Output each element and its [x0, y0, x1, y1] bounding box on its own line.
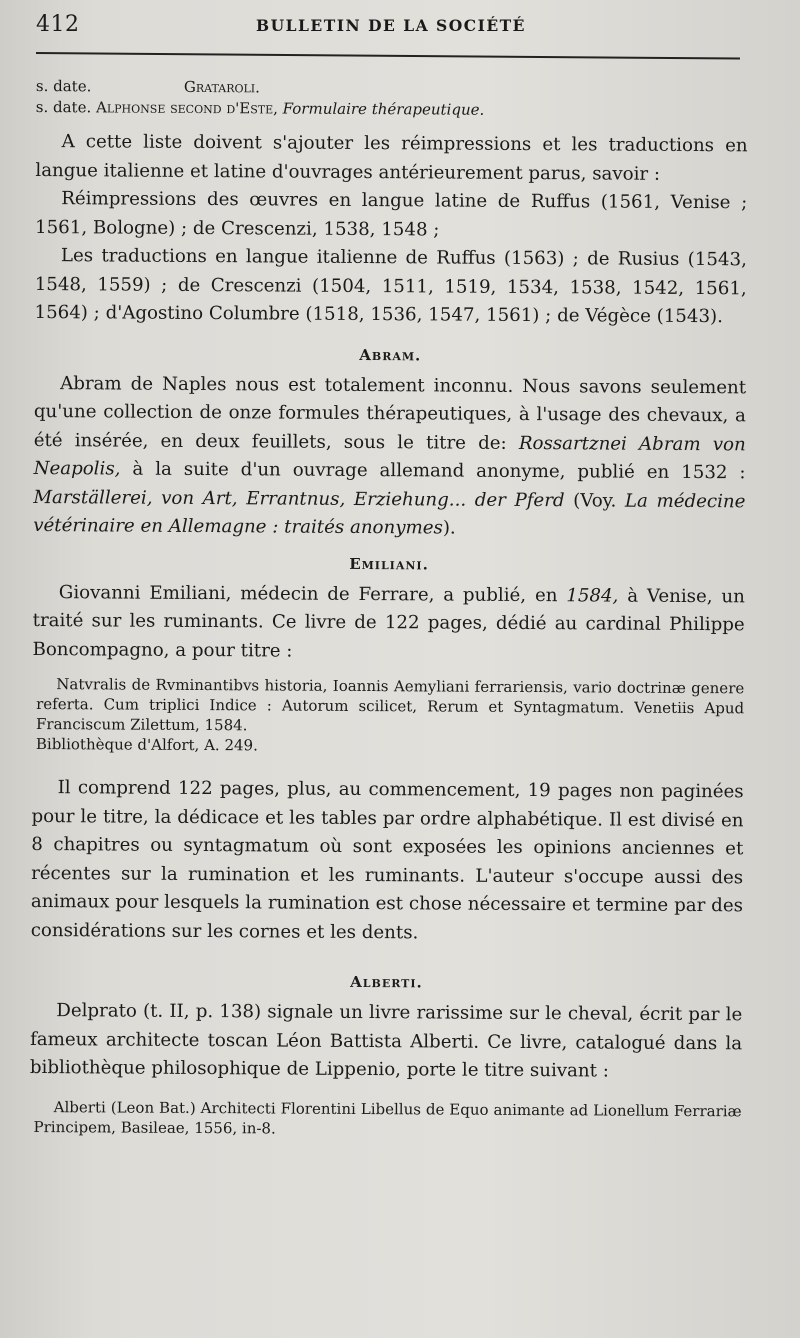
entry-author: Grataroli. [183, 77, 261, 97]
page-content [29, 76, 748, 1161]
abram-reference-title: La médecine vétérinaire en Allemagne : traités anonymes [33, 490, 746, 539]
abram-text-4: ). [442, 517, 456, 539]
emiliani-description-paragraph: Il comprend 122 pages, plus, au commencement, 19 pages non paginées pour le titre, la dédicace et les tables par ordre alphabétique. Il est divisé en 8 chapitres ou syntagmatum où sont exposées les opinions anciennes et récentes sur la rumination et les ruminants. L'auteur s'occupe aussi des animaux pour lesquels la rumination est chose nécessaire et termine par des considérations sur les cornes et les dents. [30, 777, 744, 943]
abram-text-1: Abram de Naples nous est totalement inconnu. Nous savons seulement qu'une collection de onze formules thérapeutiques, à l'usage des chevaux, a été insérée, en deux feuillets, sous le titre de: [33, 372, 747, 454]
page-header [36, 12, 740, 42]
entry-author: Alphonse second d'Este, [95, 98, 278, 118]
entry-line [36, 97, 748, 122]
header-rule [36, 52, 740, 60]
emiliani-text-2: à Venise, un traité sur les ruminants. Ce livre de 122 pages, dédié au cardinal Philippe Boncompagno, a pour titre : [32, 585, 745, 662]
translations-paragraph: Les traductions en langue italienne de Ruffus (1563) ; de Rusius (1543, 1548, 1559) ; de Crescenzi (1504, 1511, 1519, 1534, 1538, 1542, 1561, 1564) ; d'Agostino Columbre (1518, 1536, 1547, 1561) ; de Végèce (1543). [34, 245, 747, 328]
emiliani-library-reference: Bibliothèque d'Alfort, A. 249. [35, 735, 258, 755]
abram-title-rossartznei: Rossartznei Abram von Neapolis, [33, 432, 746, 480]
alberti-citation-block [30, 1096, 742, 1140]
alberti-paragraph: Delprato (t. II, p. 138) signale un livre rarissime sur le cheval, écrit par le fameux architecte toscan Léon Battista Alberti. Ce livre, catalogué dans la bibliothèque philosophique de Lippenio, porte le titre suivant : [29, 1000, 743, 1082]
reprints-paragraph: Réimpressions des œuvres en langue latine de Ruffus (1561, Venise ; 1561, Bologne) ; de Crescenzi, 1538, 1548 ; [35, 188, 748, 240]
emiliani-citation: Natvralis de Rvminantibvs historia, Ioannis Aemyliani ferrariensis, vario doctrinæ genere referta. Cum triplici Indice : Autorum scilicet, Rerum et Syntagmatum. Venetiis Apud Franciscum Zilettum, 1584. [35, 675, 745, 735]
section-heading-alberti: Alberti. [350, 972, 423, 992]
entry-date: s. date. [35, 97, 92, 117]
page-number: 412 [36, 12, 80, 37]
abram-title-marstallerei: Marställerei, von Art, Errantnus, Erziehung... der Pferd [33, 486, 565, 511]
alberti-citation: Alberti (Leon Bat.) Architecti Florentini Libellus de Equo animante ad Lionellum Ferrariæ Principem, Basileae, 1556, in-8. [33, 1097, 742, 1137]
abram-text-3: (Voy. [564, 489, 626, 512]
entry-date: s. date. [35, 76, 92, 96]
emiliani-text-1: Giovanni Emiliani, médecin de Ferrare, a publié, en [58, 581, 567, 606]
emiliani-year: 1584, [566, 584, 619, 607]
list-intro-paragraph: A cette liste doivent s'ajouter les réimpressions et les traductions en langue italienne et latine d'ouvrages antérieurement parus, savoir : [35, 131, 748, 185]
running-head: BULLETIN DE LA SOCIÉTÉ [256, 16, 526, 35]
entry-title: Formulaire thérapeutique. [282, 99, 485, 119]
emiliani-citation-block [32, 674, 744, 758]
emiliani-paragraph [32, 578, 745, 668]
section-heading-emiliani: Emiliani. [349, 554, 429, 573]
abram-text-2: à la suite d'un ouvrage allemand anonyme, publié en 1532 : [120, 458, 746, 484]
section-heading-abram: Abram. [359, 345, 422, 364]
abram-paragraph [33, 369, 746, 544]
